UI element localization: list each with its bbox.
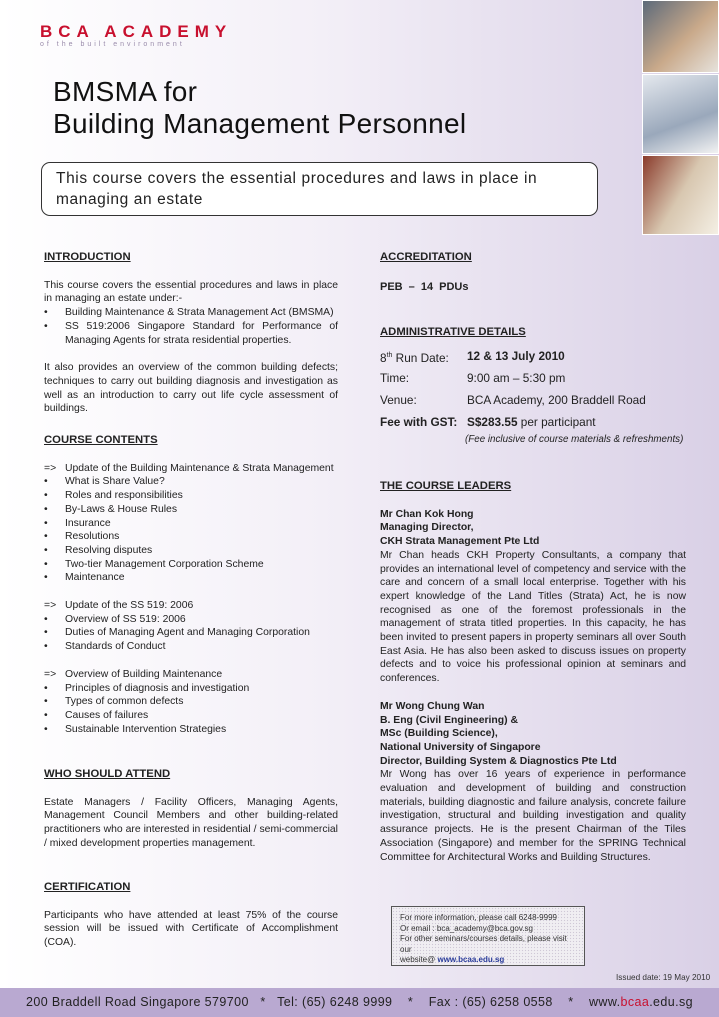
list-item: • Building Maintenance & Strata Management Act (BMSMA) (44, 306, 338, 320)
list-item: • Causes of failures (44, 709, 338, 723)
photo-person-working (642, 0, 719, 73)
fee-row (380, 411, 686, 433)
course-contents-section (44, 434, 338, 736)
fee-label: Fee with GST: (380, 414, 458, 429)
arrow-marker: => (44, 462, 57, 474)
list-item: • Duties of Managing Agent and Managing Corporation (44, 626, 338, 640)
introduction-para2: It also provides an overview of the common building defects; techniques to carry out building diagnosis and investigation as well as an introduction to carry out life cycle assessment of buildings. (44, 362, 338, 415)
photo-building-facade (642, 74, 719, 154)
who-should-attend-heading: WHO SHOULD ATTEND (44, 768, 171, 780)
course-contents-heading: COURSE CONTENTS (44, 434, 158, 446)
contact-info-box (391, 906, 585, 966)
photo-documents (642, 155, 719, 235)
list-item: • What is Share Value? (44, 475, 338, 489)
group-title: => Overview of Building Maintenance (44, 668, 223, 680)
info-line[interactable]: Or email : bca_academy@bca.gov.sg (400, 923, 533, 933)
run-date-value: 12 & 13 July 2010 (467, 348, 565, 363)
bca-academy-logo (40, 22, 232, 48)
certification-section (44, 881, 338, 950)
footer-tel: Tel: (65) 6248 9999 (277, 995, 393, 1009)
footer-bar (0, 988, 719, 1017)
leader-cred: CKH Strata Management Pte Ltd (380, 536, 540, 548)
group-title: => Update of the Building Maintenance & Strata Management (44, 462, 334, 474)
list-item: • Sustainable Intervention Strategies (44, 723, 338, 737)
info-line: For other seminars/courses details, please visit our (400, 934, 567, 954)
contents-group-1 (44, 462, 338, 585)
course-leaders-heading: THE COURSE LEADERS (380, 480, 512, 492)
info-line: For more information, please call 6248-9999 (400, 913, 557, 922)
course-leaders-section (380, 480, 686, 864)
admin-details-heading: ADMINISTRATIVE DETAILS (380, 326, 526, 338)
group-title: => Update of the SS 519: 2006 (44, 600, 194, 612)
course-tagline: This course covers the essential procedures and laws in place in managing an estate (41, 162, 598, 216)
footer-address: 200 Braddell Road Singapore 579700 (26, 995, 249, 1009)
admin-details-section (380, 326, 686, 447)
title-line-1: BMSMA for (53, 76, 198, 107)
footer-separator: * (407, 995, 414, 1009)
certification-heading: CERTIFICATION (44, 881, 131, 893)
fee-value: S$283.55 per participant (467, 414, 596, 429)
leader-cred: National University of Singapore (380, 741, 541, 753)
list-item: • Types of common defects (44, 695, 338, 709)
info-line: website@ www.bcaa.edu.sg (400, 955, 505, 965)
arrow-marker: => (44, 600, 57, 612)
list-item: • Standards of Conduct (44, 640, 338, 654)
leader-bio: Mr Chan heads CKH Property Consultants, a company that provides an international level of competency and service with the care and concern of a small local enterprise. Together with his expert knowledge of the Land Titles (Strata) Act, he is now recognised as one of the foremost professionals in the management of strata titled properties. In this capacity, he has been invited to present papers in property seminars all over South East Asia. He has also been asked to discuss issues on property defects and to voice his professional opinion at seminars and conferences. (380, 549, 686, 685)
leader-cred: Director, Building System & Diagnostics Pte Ltd (380, 755, 617, 767)
footer-website[interactable]: www.bcaa.edu.sg (589, 995, 693, 1009)
who-should-attend-section (44, 768, 338, 851)
time-value: 9:00 am – 5:30 pm (467, 370, 566, 385)
time-label: Time: (380, 370, 410, 385)
leader-cred: B. Eng (Civil Engineering) & (380, 714, 518, 726)
list-item: • Principles of diagnosis and investigation (44, 682, 338, 696)
fee-note: (Fee inclusive of course materials & refreshments) (465, 433, 684, 445)
run-date-row (380, 345, 686, 367)
leader-bio: Mr Wong has over 16 years of experience in performance evaluation and development of building and construction materials, building diagnostic and failure analysis, concrete failure investigation, structural and building investigation and quality assurance projects. He is the present Chairman of the Tiles Association (Singapore) and member for the SPRING Technical Committee for Architectural Works and Building Structures. (380, 769, 686, 863)
venue-value: BCA Academy, 200 Braddell Road (467, 392, 646, 407)
list-item: • By-Laws & House Rules (44, 503, 338, 517)
list-item: • SS 519:2006 Singapore Standard for Performance of Managing Agents for strata residential properties. (44, 320, 338, 347)
accreditation-heading: ACCREDITATION (380, 251, 472, 263)
list-item: • Overview of SS 519: 2006 (44, 613, 338, 627)
leader-cred: Managing Director, (380, 522, 474, 534)
issued-date: Issued date: 19 May 2010 (616, 973, 711, 982)
who-should-attend-text: Estate Managers / Facility Officers, Managing Agents, Management Council Members and other building-related practitioners who are interested in residential / semi-commercial / mixed development properties management. (44, 796, 338, 849)
logo-text: BCA ACADEMY (40, 22, 233, 41)
run-date-label: 8th Run Date: (380, 350, 449, 365)
contents-group-3 (44, 668, 338, 737)
certification-text: Participants who have attended at least 75% of the course session will be issued with Certificate of Accomplishment (COA). (44, 909, 338, 949)
leader-chan (380, 508, 686, 686)
leader-cred: Mr Wong Chung Wan (380, 700, 485, 712)
leader-cred: MSc (Building Science), (380, 728, 498, 740)
website-link[interactable]: www.bcaa.edu.sg (437, 955, 505, 965)
page-title (53, 76, 466, 140)
title-line-2: Building Management Personnel (53, 108, 467, 139)
introduction-section (44, 251, 338, 416)
footer-separator: * (260, 995, 266, 1009)
venue-row (380, 389, 686, 411)
footer-separator: * (568, 995, 574, 1009)
footer-fax: Fax : (65) 6258 0558 (428, 995, 553, 1009)
contents-group-2 (44, 599, 338, 654)
list-item: • Resolving disputes (44, 544, 338, 558)
photo-strip (642, 0, 719, 235)
time-row (380, 367, 686, 389)
arrow-marker: => (44, 668, 57, 680)
list-item: • Insurance (44, 517, 338, 531)
list-item: • Roles and responsibilities (44, 489, 338, 503)
leader-cred: Mr Chan Kok Hong (380, 508, 474, 520)
list-item: • Resolutions (44, 530, 338, 544)
introduction-heading: INTRODUCTION (44, 251, 131, 263)
venue-label: Venue: (380, 392, 417, 407)
accreditation-text: PEB – 14 PDUs (380, 280, 469, 293)
list-item: • Maintenance (44, 571, 338, 585)
leader-wong (380, 700, 686, 864)
logo-subtext: of the built environment (40, 41, 185, 48)
list-item: • Two-tier Management Corporation Scheme (44, 558, 338, 572)
introduction-bullets (44, 306, 338, 347)
introduction-para1: This course covers the essential procedures and laws in place in managing an estate under:- (44, 279, 338, 305)
accreditation-section (380, 251, 686, 294)
